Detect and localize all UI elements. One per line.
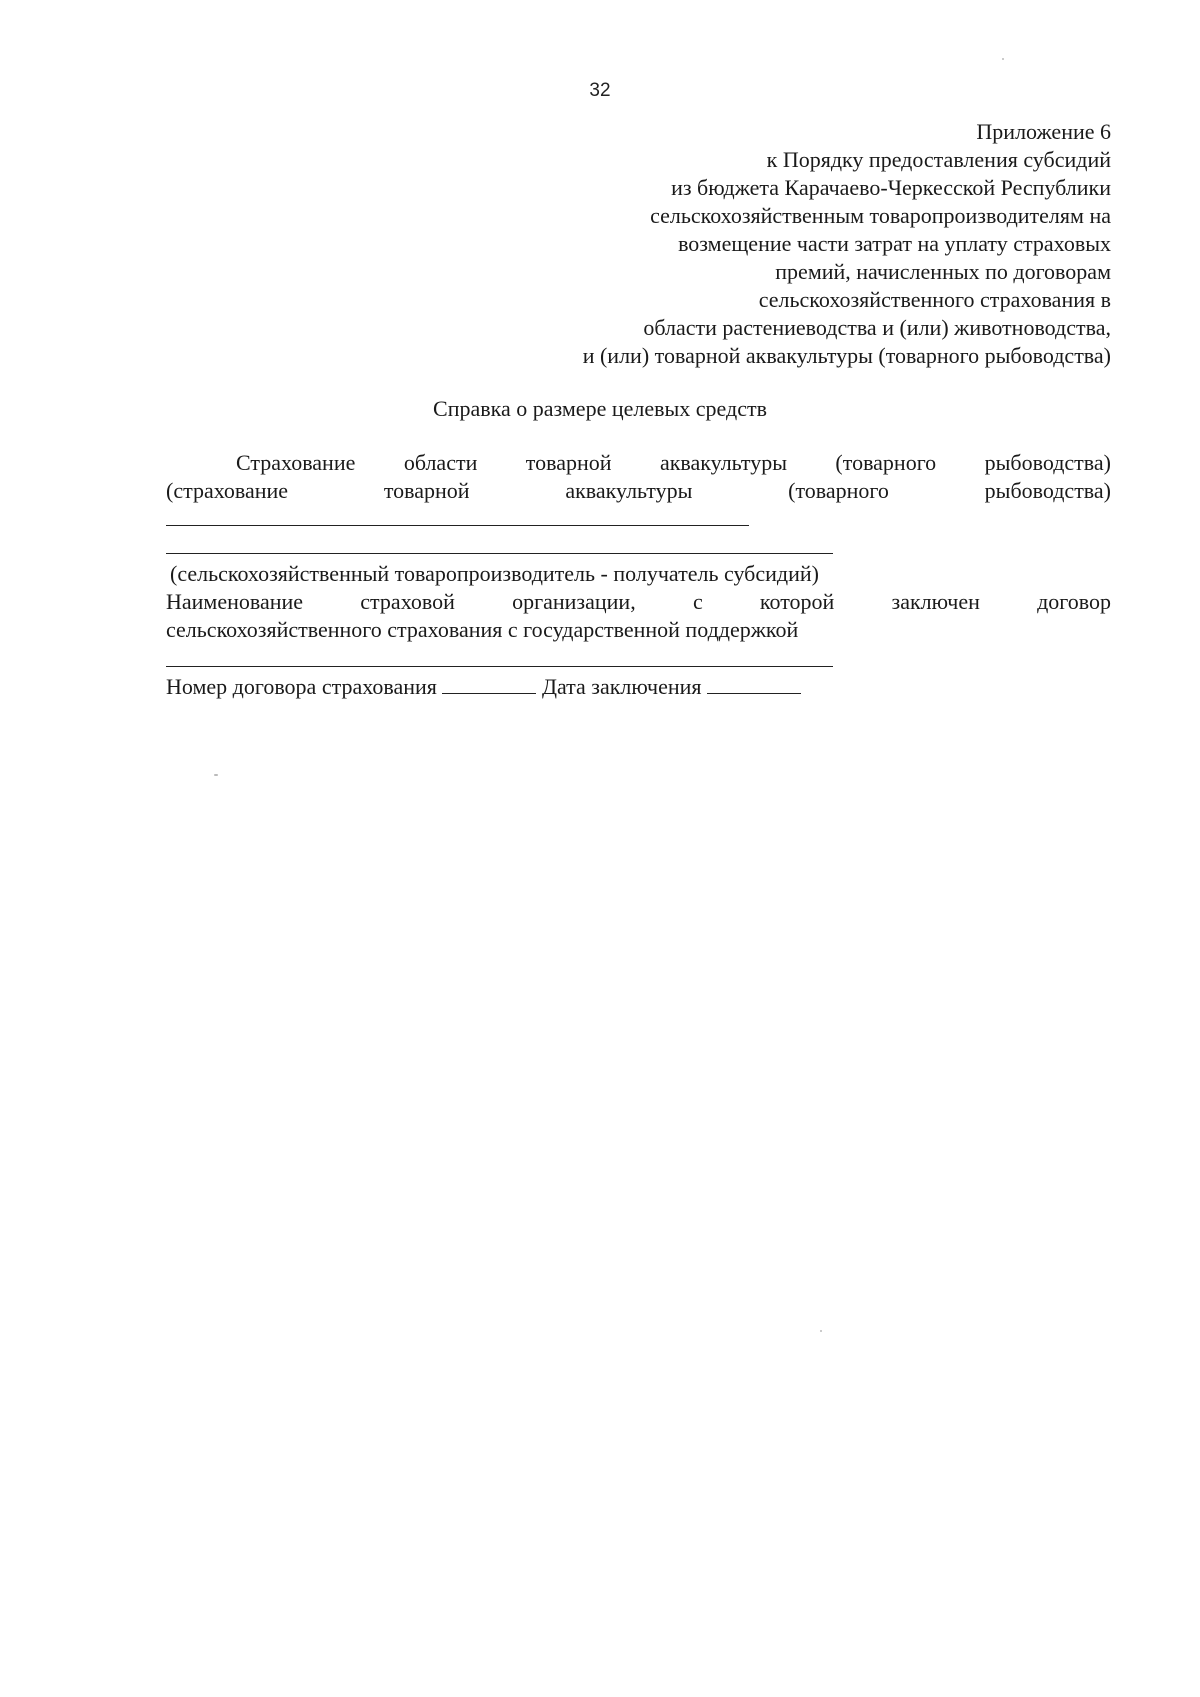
word: аквакультуры [565, 478, 693, 503]
word: товарной [383, 478, 470, 503]
insurer-line-1 [166, 588, 1111, 616]
word: Наименование [166, 589, 304, 614]
appendix-line: области растениеводства и (или) животноводства, [643, 315, 1111, 340]
contract-date-label: Дата заключения [541, 674, 702, 699]
appendix-line: и (или) товарной аквакультуры (товарного рыбоводства) [582, 343, 1111, 368]
appendix-line: премий, начисленных по договорам [775, 259, 1111, 284]
page-number: 32 [589, 80, 611, 101]
contract-number-blank[interactable] [442, 673, 536, 694]
word: с [692, 589, 703, 614]
appendix-header [471, 118, 1111, 370]
appendix-line: сельскохозяйственным товаропроизводителям на [650, 203, 1111, 228]
document-title: Справка о размере целевых средств [433, 396, 767, 421]
insurance-type-line-1 [166, 449, 1111, 477]
fill-in-line-insurer[interactable] [166, 666, 833, 667]
insurer-line-2: сельскохозяйственного страхования с государственной поддержкой [166, 617, 799, 642]
word: (товарного [835, 450, 937, 475]
word: организации, [512, 589, 636, 614]
scan-speck [214, 774, 218, 776]
contract-details-line [166, 673, 801, 701]
word: товарной [525, 450, 612, 475]
appendix-line: сельскохозяйственного страхования в [758, 287, 1111, 312]
appendix-line: Приложение 6 [976, 119, 1111, 144]
contract-number-label: Номер договора страхования [166, 674, 437, 699]
word: Страхование [236, 450, 356, 475]
word: аквакультуры [659, 450, 787, 475]
word: (товарного [788, 478, 889, 503]
scan-speck [820, 1330, 822, 1332]
appendix-line: из бюджета Карачаево-Черкесской Республики [671, 175, 1111, 200]
word: (страхование [166, 478, 289, 503]
word: области [403, 450, 478, 475]
contract-date-blank[interactable] [707, 673, 801, 694]
scan-speck [1002, 58, 1004, 60]
fill-in-line-insurance-type[interactable] [166, 525, 749, 526]
word: договор [1037, 589, 1111, 614]
word: которой [759, 589, 835, 614]
word: заключен [891, 589, 980, 614]
appendix-line: возмещение части затрат на уплату страховых [678, 231, 1111, 256]
insurance-type-line-2 [166, 477, 1111, 505]
word: рыбоводства) [984, 450, 1111, 475]
word: рыбоводства) [984, 478, 1111, 503]
appendix-line: к Порядку предоставления субсидий [766, 147, 1111, 172]
insurance-type-paragraph [166, 449, 1111, 505]
recipient-caption: (сельскохозяйственный товаропроизводитель - получатель субсидий) [170, 561, 819, 586]
fill-in-line-recipient[interactable] [166, 553, 833, 554]
insurer-paragraph [166, 588, 1111, 644]
word: страховой [360, 589, 455, 614]
